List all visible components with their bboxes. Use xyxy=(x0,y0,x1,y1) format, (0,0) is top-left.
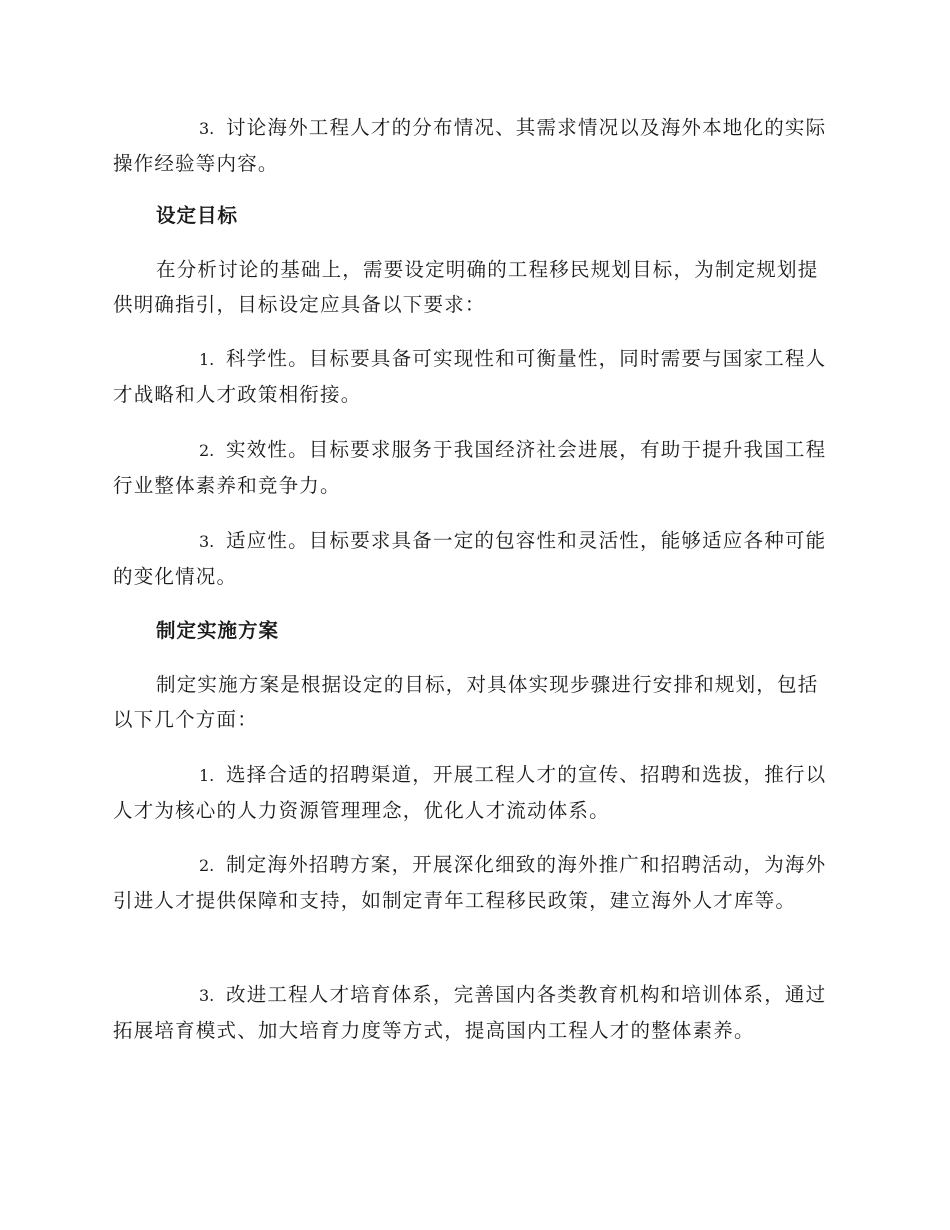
list-item-1-recruitment-channels xyxy=(113,757,833,828)
list-number: 3. xyxy=(199,119,215,138)
list-item-text: 改进工程人才培育体系，完善国内各类教育机构和培训体系，通过拓展培育模式、加大培育力度等方式，提高国内工程人才的整体素养。 xyxy=(113,983,827,1042)
list-item-3-adaptability xyxy=(113,523,833,594)
list-number: 1. xyxy=(199,350,215,369)
list-number: 2. xyxy=(199,856,215,875)
list-item-3-overseas-distribution xyxy=(113,110,833,181)
list-item-text: 科学性。目标要具备可实现性和可衡量性，同时需要与国家工程人才战略和人才政策相衔接。 xyxy=(113,347,827,406)
list-item-2-overseas-recruitment xyxy=(113,847,833,918)
list-item-text: 讨论海外工程人才的分布情况、其需求情况以及海外本地化的实际操作经验等内容。 xyxy=(113,116,827,175)
paragraph-goals-intro: 在分析讨论的基础上，需要设定明确的工程移民规划目标，为制定规划提供明确指引，目标设定应具备以下要求： xyxy=(113,258,819,316)
list-item-1-scientific xyxy=(113,341,833,412)
list-item-text: 实效性。目标要求服务于我国经济社会进展，有助于提升我国工程行业整体素养和竞争力。 xyxy=(113,438,827,497)
section-heading-implementation-plan: 制定实施方案 xyxy=(156,619,280,642)
paragraph-plan-intro: 制定实施方案是根据设定的目标，对具体实现步骤进行安排和规划，包括以下几个方面： xyxy=(113,673,819,731)
list-item-text: 选择合适的招聘渠道，开展工程人才的宣传、招聘和选拔，推行以人才为核心的人力资源管理理念，优化人才流动体系。 xyxy=(113,763,827,822)
list-item-text: 制定海外招聘方案，开展深化细致的海外推广和招聘活动，为海外引进人才提供保障和支持，如制定青年工程移民政策，建立海外人才库等。 xyxy=(113,853,827,912)
list-item-3-training-system xyxy=(113,977,833,1048)
list-item-2-effectiveness xyxy=(113,432,833,503)
section-heading-set-goals: 设定目标 xyxy=(156,204,239,227)
list-item-text: 适应性。目标要求具备一定的包容性和灵活性，能够适应各种可能的变化情况。 xyxy=(113,529,827,588)
list-number: 3. xyxy=(199,986,215,1005)
list-number: 2. xyxy=(199,441,215,460)
list-number: 1. xyxy=(199,766,215,785)
list-number: 3. xyxy=(199,532,215,551)
